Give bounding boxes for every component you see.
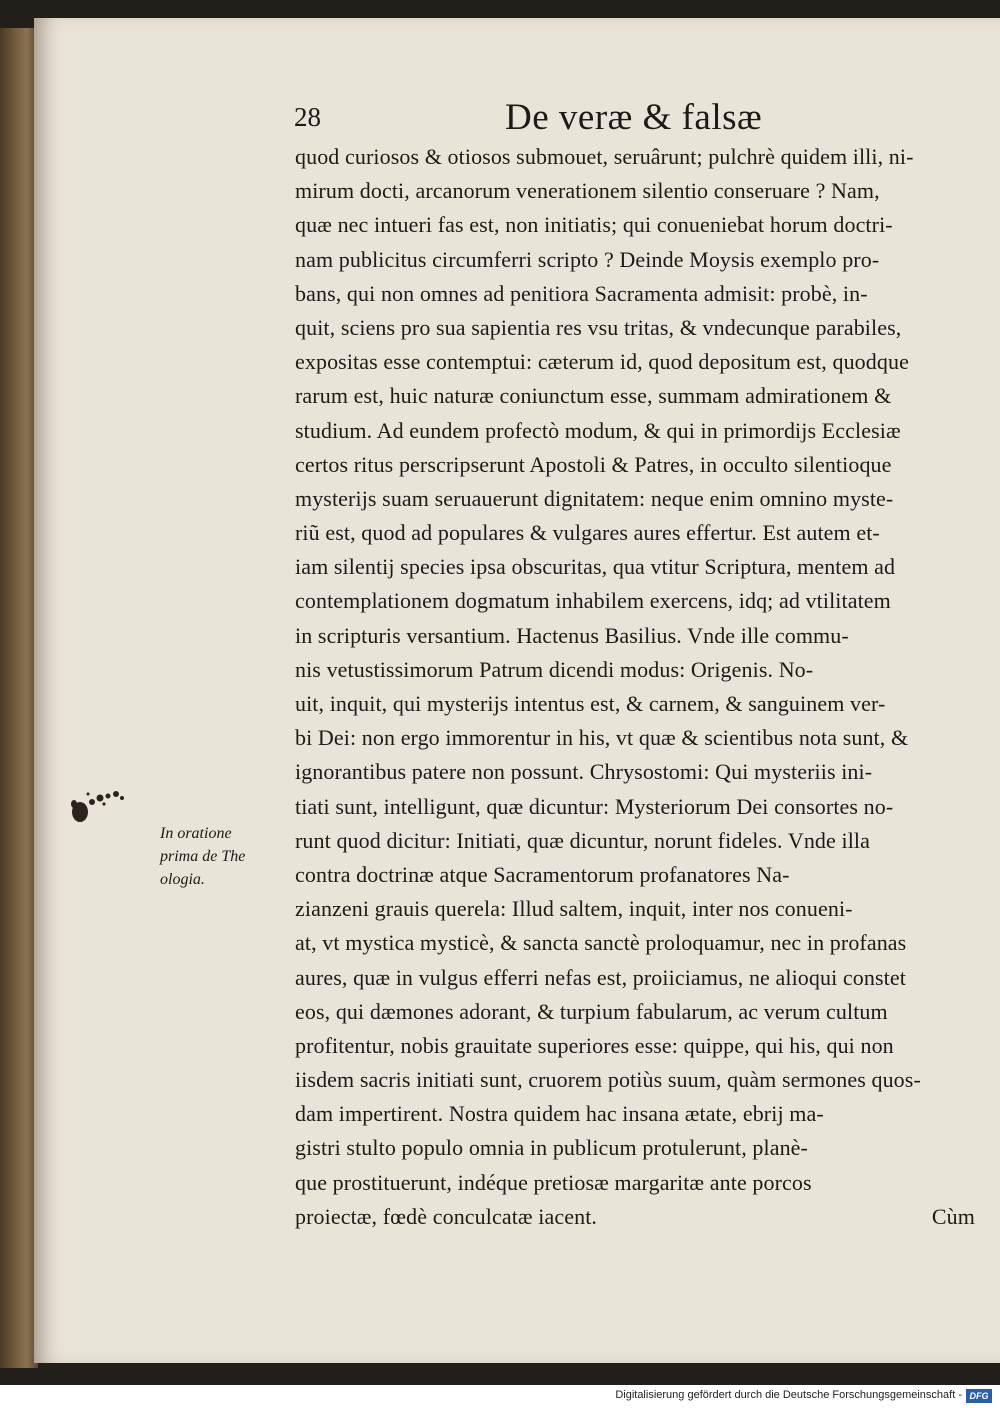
text-segment: quæ nec intueri fas est, non initiatis; qui conueniebat horum doctri- bbox=[295, 212, 893, 238]
text-segment: Vnde illa bbox=[782, 827, 870, 853]
text-segment: que prostituerunt, indéque pretiosæ margaritæ ante porcos bbox=[295, 1169, 812, 1195]
text-segment: sciens pro sua sapientia res vsu tritas, & vndecunque parabiles, bbox=[340, 314, 902, 340]
text-line bbox=[295, 1200, 975, 1234]
marginal-note-line: ologia. bbox=[160, 871, 205, 888]
text-line bbox=[295, 140, 975, 174]
text-segment: in scripturis versantium. bbox=[295, 622, 511, 648]
text-segment: runt quod dicitur: Initiati, quæ dicuntur, norunt fideles. bbox=[295, 827, 783, 853]
text-segment: nis vetustissimorum Patrum dicendi modus: Origenis. bbox=[295, 656, 779, 682]
text-segment: dam impertirent. bbox=[295, 1101, 444, 1127]
text-segment: inquit, bbox=[623, 896, 692, 922]
text-segment: inter nos conueni- bbox=[691, 896, 853, 922]
text-line bbox=[295, 653, 975, 687]
text-line bbox=[295, 687, 975, 721]
text-segment: gistri stulto populo omnia in publicum protulerunt, planè- bbox=[295, 1135, 808, 1161]
text-line bbox=[295, 448, 975, 482]
body-text bbox=[295, 140, 975, 1234]
page-number: 28 bbox=[294, 102, 321, 132]
text-segment: quod curiosos & otiosos submouet, seruârunt; pulchrè quidem illi, ni- bbox=[295, 144, 914, 169]
text-line bbox=[295, 414, 975, 448]
text-line bbox=[295, 926, 975, 960]
text-segment: iisdem sacris initiati sunt, cruorem potiùs suum, quàm sermones quos- bbox=[295, 1067, 921, 1093]
dfg-logo-icon: DFG bbox=[966, 1389, 992, 1403]
text-segment: ignorantibus patere non possunt. bbox=[295, 759, 585, 785]
page-header bbox=[260, 96, 820, 140]
text-line bbox=[295, 1029, 975, 1063]
text-segment: Illud saltem, bbox=[511, 896, 624, 922]
text-line bbox=[295, 311, 975, 345]
book-spine bbox=[0, 28, 38, 1368]
text-line bbox=[295, 961, 975, 995]
text-segment: studium. Ad eundem profectò modum, & qui in primordijs Ecclesiæ bbox=[295, 417, 901, 443]
marginal-note bbox=[160, 822, 290, 891]
text-segment: mysterijs suam seruauerunt dignitatem: neque enim omnino myste- bbox=[295, 485, 894, 511]
text-line bbox=[295, 1063, 975, 1097]
text-segment: bi Dei: non ergo immorentur in his, vt quæ & scientibus nota sunt, & bbox=[295, 725, 909, 751]
text-segment: iam silentij species ipsa obscuritas, qua vtitur Scriptura, mentem ad bbox=[295, 554, 896, 580]
text-segment: proiectæ, fœdè conculcatæ iacent. bbox=[295, 1203, 598, 1229]
text-line bbox=[295, 174, 975, 208]
text-segment: certos ritus perscripserunt Apostoli & Patres, in occulto silentioque bbox=[295, 451, 892, 477]
text-line bbox=[295, 619, 975, 653]
text-segment: riũ est, quod ad populares & vulgares aures effertur. Est autem et- bbox=[295, 520, 880, 546]
text-line bbox=[295, 892, 975, 926]
text-segment: uit, bbox=[295, 691, 325, 716]
text-line bbox=[295, 277, 975, 311]
text-line bbox=[295, 1131, 975, 1165]
text-segment: contemplationem dogmatum inhabilem exercens, idq; ad vtilitatem bbox=[295, 588, 891, 614]
text-segment: mirum docti, arcanorum venerationem silentio conseruare ? Nam, bbox=[295, 178, 880, 204]
text-segment: rarum est, huic naturæ coniunctum esse, summam admirationem & bbox=[295, 383, 892, 409]
text-segment: inquit, bbox=[324, 691, 393, 716]
text-segment: nam publicitus circumferri scripto ? Deinde Moysis exemplo pro- bbox=[295, 246, 880, 272]
text-segment: Hactenus Basilius. Vnde ille commu- bbox=[510, 622, 849, 648]
text-line bbox=[295, 755, 975, 789]
text-line bbox=[295, 1097, 975, 1131]
text-line bbox=[295, 345, 975, 379]
text-line bbox=[295, 243, 975, 277]
text-segment: Chrysostomi: bbox=[584, 759, 716, 785]
text-line bbox=[295, 1166, 975, 1200]
text-line bbox=[295, 790, 975, 824]
text-segment: zianzeni grauis querela: bbox=[295, 896, 512, 922]
funding-credit: Digitalisierung gefördert durch die Deutsche Forschungsgemeinschaft - bbox=[615, 1389, 962, 1401]
text-line bbox=[295, 584, 975, 618]
text-segment: at, vt mystica mysticè, & sancta sanctè proloquamur, nec in profanas bbox=[295, 930, 907, 956]
text-segment: Nostra quidem hac insana ætate, ebrij ma- bbox=[443, 1101, 824, 1127]
text-line bbox=[295, 208, 975, 242]
text-segment: bans, qui non omnes ad penitiora Sacramenta admisit: probè, in- bbox=[295, 280, 868, 306]
text-line bbox=[295, 858, 975, 892]
text-line bbox=[295, 995, 975, 1029]
marginal-note-line: prima de The bbox=[160, 848, 246, 865]
text-line bbox=[295, 721, 975, 755]
final-line-text bbox=[295, 1200, 597, 1234]
text-segment: Qui mysteriis ini- bbox=[715, 759, 873, 785]
text-segment: eos, qui dæmones adorant, & turpium fabularum, ac verum cultum bbox=[295, 998, 888, 1024]
text-segment: qui mysterijs intentus est, & carnem, & sanguinem ver- bbox=[392, 691, 886, 716]
digitization-footer bbox=[0, 1385, 1000, 1408]
ink-blot-mark bbox=[66, 784, 130, 832]
text-segment: quit, bbox=[295, 314, 341, 340]
text-segment: contra doctrinæ atque Sacramentorum profanatores Na- bbox=[295, 861, 790, 887]
text-line bbox=[295, 482, 975, 516]
text-segment: expositas esse contemptui: cæterum id, quod depositum est, quodque bbox=[295, 349, 909, 375]
text-line bbox=[295, 550, 975, 584]
catchword: Cùm bbox=[931, 1203, 975, 1229]
text-segment: profitentur, nobis grauitate superiores esse: quippe, qui his, qui non bbox=[295, 1032, 894, 1058]
text-line bbox=[295, 516, 975, 550]
text-line bbox=[295, 824, 975, 858]
text-line bbox=[295, 379, 975, 413]
running-head: De veræ & falsæ bbox=[505, 97, 763, 138]
marginal-note-line: In oratione bbox=[160, 825, 232, 842]
text-segment: tiati sunt, intelligunt, quæ dicuntur: Mysteriorum Dei consortes no- bbox=[295, 793, 894, 819]
text-segment: aures, quæ in vulgus efferri nefas est, proiiciamus, ne alioqui constet bbox=[295, 964, 906, 990]
text-segment: No- bbox=[778, 656, 814, 682]
